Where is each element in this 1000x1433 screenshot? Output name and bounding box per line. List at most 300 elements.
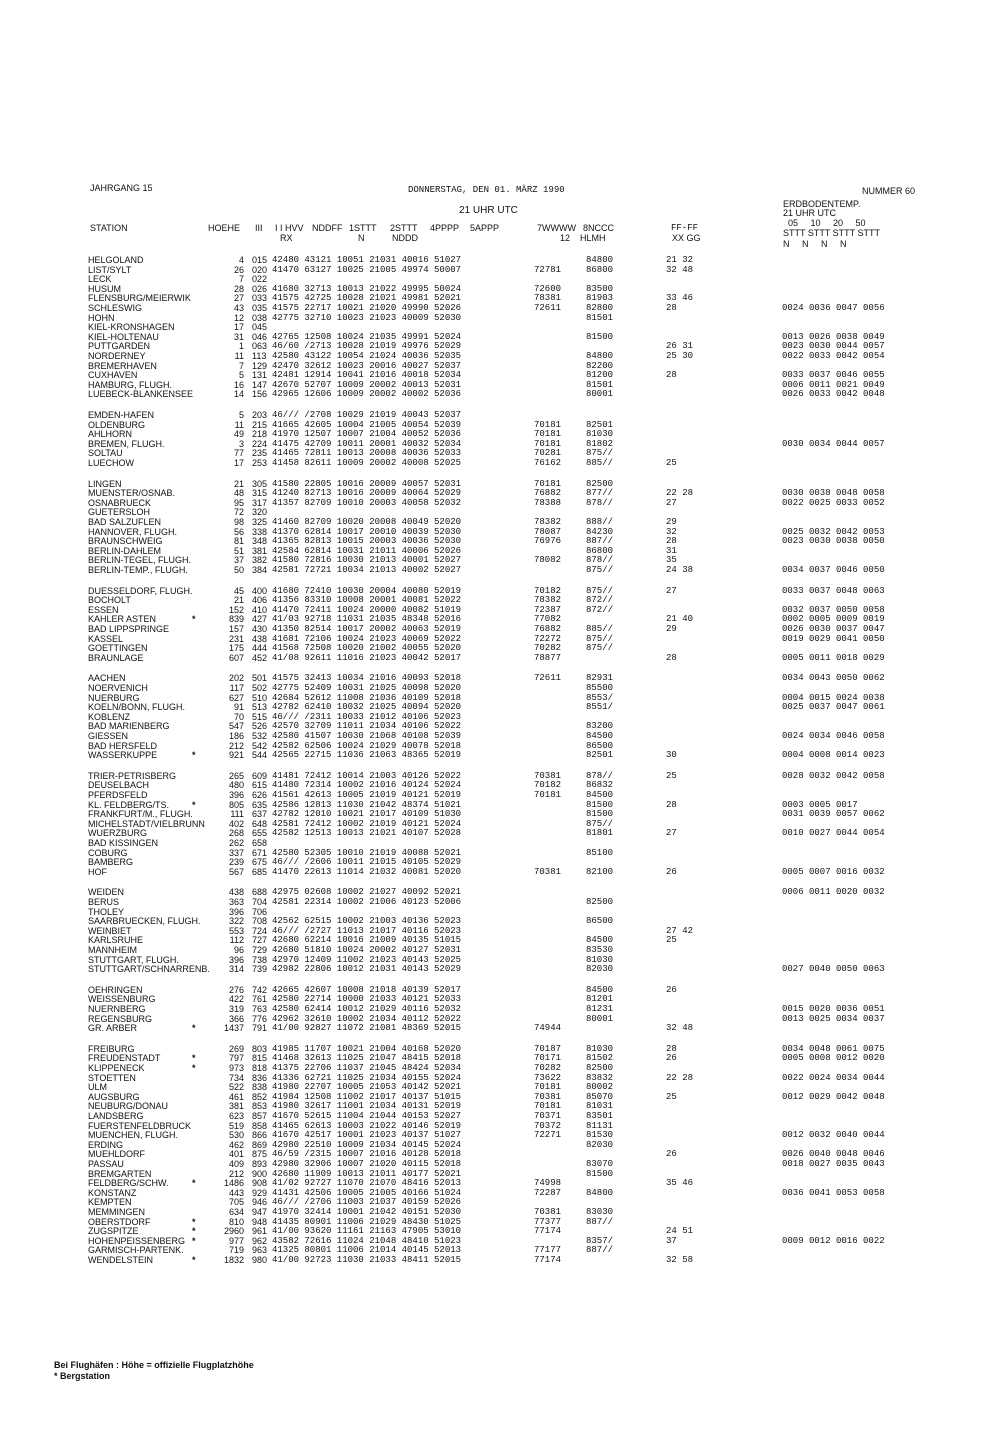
station-name: FUERSTENFELDBRUCK: [88, 1120, 192, 1131]
gust-values: 35: [666, 555, 677, 566]
group-8nccc: 81903: [586, 293, 614, 304]
station-name: BERUS: [88, 897, 120, 907]
station-name: CUXHAVEN: [88, 370, 138, 381]
table-row: [0, 1207, 1000, 1217]
group-8nccc: 887//: [586, 1245, 614, 1256]
synop-groups: 43582 72616 11024 21048 48410 51023: [272, 1235, 462, 1246]
gust-values: 28: [666, 652, 677, 663]
gust-values: 32 48: [666, 1023, 694, 1034]
station-number: 609: [252, 770, 268, 781]
station-name: BAMBERG: [88, 857, 134, 868]
synop-groups: 42586 12813 11030 21042 48374 51021: [272, 799, 462, 810]
table-row: [0, 1004, 1000, 1014]
synop-groups: 41980 22707 10005 21053 40142 52021: [272, 1082, 462, 1093]
station-height: 17: [233, 458, 244, 468]
soil-temperatures: 0012 0032 0040 0044: [782, 1130, 885, 1141]
table-row: [0, 1053, 1000, 1063]
col-5appp: 5APPP: [470, 223, 500, 233]
station-height: 3: [238, 438, 244, 449]
synop-groups: 41480 72314 10002 21016 40124 52024: [272, 780, 462, 791]
synop-groups: 41580 72816 10030 21013 40001 52027: [272, 555, 462, 566]
station-number: 685: [252, 866, 268, 877]
station-number: 430: [252, 624, 268, 634]
station-number: 526: [252, 721, 268, 732]
station-number: 224: [252, 438, 268, 449]
gust-values: 29: [666, 517, 677, 527]
soil-temperatures: 0026 0030 0037 0047: [782, 624, 885, 634]
table-row: [0, 712, 1000, 722]
synop-groups: 42582 12513 10013 21021 40107 52028: [272, 828, 462, 839]
station-height: 705: [228, 1197, 244, 1208]
group-7wwww: 76882: [534, 488, 562, 499]
station-name: BAD HERSFELD: [88, 740, 158, 751]
table-row: [0, 994, 1000, 1004]
station-number: 129: [252, 360, 268, 371]
soil-temperatures: 0004 0008 0014 0023: [782, 750, 885, 761]
station-name: HOHN: [88, 312, 115, 323]
station-height: 70: [233, 711, 244, 722]
station-height: 98: [233, 517, 244, 527]
group-8nccc: 81231: [586, 1004, 614, 1014]
synop-groups: 42581 22314 10002 21006 40123 52006: [272, 897, 462, 907]
gust-values: 31: [666, 545, 677, 556]
synop-groups: 41670 52615 11004 21044 40153 52027: [272, 1111, 462, 1121]
station-number: 675: [252, 857, 268, 868]
table-row: [0, 458, 1000, 468]
footer-note-airports: Bei Flughäfen : Höhe = offizielle Flugplatzhöhe: [54, 1360, 254, 1370]
synop-groups: 41475 42709 10011 20001 40032 52034: [272, 438, 462, 449]
group-8nccc: 84800: [586, 351, 614, 361]
station-height: 43: [233, 303, 244, 313]
group-8nccc: 83500: [586, 283, 614, 294]
table-row: [0, 341, 1000, 351]
station-height: 461: [228, 1091, 244, 1102]
station-number: 038: [252, 312, 268, 323]
gust-values: 25 30: [666, 351, 694, 361]
table-row: [0, 1023, 1000, 1033]
synop-groups: 41470 63127 10025 21005 49974 50007: [272, 264, 462, 275]
mountain-marker: *: [192, 1255, 196, 1265]
table-row: [0, 771, 1000, 781]
gust-values: 24 51: [666, 1226, 694, 1237]
synop-groups: 42665 42607 10008 21018 40139 52017: [272, 984, 462, 995]
station-number: 147: [252, 379, 268, 390]
station-height: 462: [228, 1139, 244, 1150]
gust-values: 32: [666, 526, 677, 537]
group-8nccc: 83530: [586, 945, 614, 955]
station-height: 396: [228, 790, 244, 800]
station-name: MUENCHEN, FLUGH.: [88, 1130, 179, 1141]
table-row: [0, 479, 1000, 489]
table-row: [0, 448, 1000, 458]
group-7wwww: 72271: [534, 1130, 562, 1141]
table-row: [0, 848, 1000, 858]
station-name: STUTTGART/SCHNARRENB.: [88, 964, 210, 975]
table-row: [0, 313, 1000, 323]
gust-values: 26: [666, 1149, 677, 1160]
station-number: 015: [252, 255, 268, 265]
station-height: 438: [228, 887, 244, 898]
soil-temperatures: 0023 0030 0044 0057: [782, 341, 885, 352]
synop-groups: 42980 22510 10009 21034 40145 52024: [272, 1139, 462, 1150]
station-name: BAD LIPPSPRINGE: [88, 624, 170, 634]
table-row: [0, 916, 1000, 926]
station-height: 719: [228, 1245, 244, 1256]
synop-groups: 42570 32709 11011 21034 40106 52022: [272, 721, 462, 732]
station-number: 706: [252, 906, 268, 917]
table-row: [0, 527, 1000, 537]
station-number: 020: [252, 264, 268, 275]
synop-groups: 41984 12508 11002 21017 40137 51015: [272, 1091, 462, 1102]
group-8nccc: 84500: [586, 731, 614, 741]
gust-values: 25: [666, 458, 677, 468]
gust-values: 28: [666, 799, 677, 810]
table-row: [0, 926, 1000, 936]
group-8nccc: 81500: [586, 1168, 614, 1179]
station-name: BOCHOLT: [88, 595, 131, 606]
soil-temperatures: 0012 0029 0042 0048: [782, 1091, 885, 1102]
station-number: 637: [252, 809, 268, 820]
synop-groups: 41465 62613 10003 21022 40146 52019: [272, 1120, 462, 1131]
station-name: BAD KISSINGEN: [88, 838, 159, 848]
station-number: 947: [252, 1207, 268, 1217]
station-number: 046: [252, 331, 268, 342]
group-8nccc: 878//: [586, 555, 614, 566]
table-row: [0, 985, 1000, 995]
group-7wwww: 70187: [534, 1043, 562, 1054]
station-name: AUGSBURG: [88, 1091, 140, 1102]
synop-groups: 42765 12508 10024 21035 49991 52024: [272, 331, 462, 342]
table-row: [0, 790, 1000, 800]
group-7wwww: 72287: [534, 1187, 562, 1198]
station-number: 803: [252, 1043, 268, 1054]
station-name: FREUDENSTADT: [88, 1053, 161, 1064]
group-8nccc: 81801: [586, 828, 614, 839]
station-height: 212: [228, 1168, 244, 1179]
group-7wwww: 70171: [534, 1053, 562, 1064]
station-name: ESSEN: [88, 604, 119, 615]
group-7wwww: 74944: [534, 1023, 562, 1034]
group-7wwww: 70181: [534, 419, 562, 430]
table-row: [0, 935, 1000, 945]
group-8nccc: 86500: [586, 916, 614, 927]
station-name: MUEHLDORF: [88, 1149, 146, 1160]
station-name: WEISSENBURG: [88, 994, 156, 1005]
station-name: AACHEN: [88, 673, 126, 684]
group-7wwww: 70181: [534, 478, 562, 489]
soil-temperatures: 0005 0007 0016 0032: [782, 866, 885, 877]
group-8nccc: 85100: [586, 847, 614, 858]
synop-groups: 42481 12914 10041 21016 40018 52034: [272, 370, 462, 381]
group-7wwww: 76162: [534, 458, 562, 468]
synop-groups: 41680 72410 10030 20004 40080 52019: [272, 585, 462, 596]
station-name: BRAUNLAGE: [88, 652, 144, 663]
synop-groups: 42965 12606 10009 20002 40002 52036: [272, 389, 462, 400]
station-name: KLIPPENECK: [88, 1063, 145, 1073]
station-height: 49: [233, 429, 244, 440]
group-7wwww: 78388: [534, 497, 562, 508]
col-hoehe: HOEHE: [208, 223, 241, 233]
group-8nccc: 82501: [586, 750, 614, 761]
station-name: LUECHOW: [88, 458, 135, 468]
table-row: [0, 857, 1000, 867]
station-number: 857: [252, 1111, 268, 1121]
synop-groups: 42680 11909 10013 21011 40177 52021: [272, 1168, 462, 1179]
station-number: 502: [252, 683, 268, 693]
synop-groups: 41370 62814 10017 20010 40039 52030: [272, 526, 462, 537]
table-row: [0, 1149, 1000, 1159]
station-name: HOF: [88, 866, 107, 877]
station-height: 21: [233, 595, 244, 606]
soil-temperatures: 0025 0037 0047 0061: [782, 702, 885, 713]
mountain-marker: *: [192, 1053, 196, 1064]
gust-values: 26: [666, 866, 677, 877]
synop-groups: 42680 62214 10016 21009 40135 51015: [272, 935, 462, 946]
group-8nccc: 82500: [586, 1063, 614, 1073]
soil-temperatures: 0034 0048 0061 0075: [782, 1043, 885, 1054]
col-4pppp: 4PPPP: [430, 223, 460, 233]
group-8nccc: 83030: [586, 1207, 614, 1217]
table-row: [0, 867, 1000, 877]
station-height: 396: [228, 954, 244, 965]
station-name: KAHLER ASTEN: [88, 614, 157, 625]
col-8nccc: 8NCCC: [583, 223, 615, 233]
station-name: WEIDEN: [88, 887, 124, 898]
synop-groups: 46/59 /2315 10007 21016 40128 52018: [272, 1149, 462, 1160]
synop-groups: 42975 02608 10002 21027 40092 52021: [272, 887, 462, 898]
group-8nccc: 81802: [586, 438, 614, 449]
soil-temperatures: 0022 0033 0042 0054: [782, 351, 885, 361]
group-8nccc: 875//: [586, 818, 614, 829]
mountain-marker: *: [192, 1235, 196, 1246]
station-height: 1437: [223, 1023, 244, 1034]
station-number: 838: [252, 1082, 268, 1093]
station-height: 37: [233, 555, 244, 566]
table-row: [0, 1121, 1000, 1131]
table-row: [0, 1082, 1000, 1092]
station-name: GUETERSLOH: [88, 507, 151, 518]
station-name: EMDEN-HAFEN: [88, 410, 155, 420]
synop-groups: 42580 52305 10010 21019 40088 52021: [272, 847, 462, 858]
table-row: [0, 429, 1000, 439]
gust-values: 25: [666, 770, 677, 781]
station-height: 51: [233, 545, 244, 556]
station-number: 218: [252, 429, 268, 440]
gust-values: 30: [666, 750, 677, 761]
group-7wwww: 78082: [534, 555, 562, 566]
col-iihvv: I I HVV: [275, 223, 304, 233]
col-station: STATION: [90, 223, 128, 233]
station-number: 671: [252, 847, 268, 858]
table-row: [0, 907, 1000, 917]
station-height: 111: [230, 809, 244, 820]
station-number: 688: [252, 887, 268, 898]
station-number: 338: [252, 526, 268, 537]
group-8nccc: 85500: [586, 683, 614, 693]
synop-groups: 42782 62410 10032 21025 40094 52020: [272, 702, 462, 713]
station-number: 946: [252, 1197, 268, 1208]
station-height: 202: [228, 673, 244, 684]
synop-groups: 42580 43122 10054 21024 40036 52035: [272, 351, 462, 361]
station-name: GOETTINGEN: [88, 643, 148, 654]
station-number: 501: [252, 673, 268, 684]
table-row: [0, 293, 1000, 303]
station-height: 56: [233, 526, 244, 537]
station-number: 444: [252, 643, 268, 654]
synop-groups: 41/02 92727 11070 21070 48416 52013: [272, 1178, 462, 1189]
station-height: 28: [233, 283, 244, 294]
group-7wwww: 72387: [534, 604, 562, 615]
station-number: 515: [252, 711, 268, 722]
col-iii: III: [255, 223, 263, 233]
issue-number: NUMMER 60: [862, 186, 916, 196]
station-height: 12: [233, 312, 244, 323]
station-number: 727: [252, 935, 268, 946]
soil-temperatures: 0030 0034 0044 0057: [782, 438, 885, 449]
station-height: 381: [228, 1101, 244, 1112]
synop-groups: 42470 32612 10023 20016 40027 52037: [272, 360, 462, 371]
station-height: 175: [228, 643, 244, 654]
synop-groups: 41970 32414 10001 21042 40151 52030: [272, 1207, 462, 1217]
group-7wwww: 70181: [534, 1101, 562, 1112]
synop-groups: 42584 62814 10031 21011 40006 52026: [272, 545, 462, 556]
group-8nccc: 81530: [586, 1130, 614, 1141]
group-8nccc: 81501: [586, 379, 614, 390]
table-row: [0, 370, 1000, 380]
group-7wwww: 72611: [534, 673, 562, 684]
station-number: 253: [252, 458, 268, 468]
gust-values: 26: [666, 984, 677, 995]
gust-values: 27: [666, 497, 677, 508]
station-number: 542: [252, 740, 268, 751]
station-name: PUTTGARDEN: [88, 341, 151, 352]
synop-groups: 41481 72412 10014 21003 40126 52022: [272, 770, 462, 781]
gust-values: 27: [666, 828, 677, 839]
station-number: 962: [252, 1235, 268, 1246]
group-8nccc: 86800: [586, 545, 614, 556]
synop-groups: 42565 22715 11036 21063 48365 52019: [272, 750, 462, 761]
gust-values: 28: [666, 1043, 677, 1054]
col-2sttt: 2STTT: [390, 223, 418, 233]
group-8nccc: 84500: [586, 790, 614, 800]
station-name: NOERVENICH: [88, 683, 148, 693]
station-name: OSNABRUECK: [88, 497, 152, 508]
soil-temperatures: 0022 0024 0034 0044: [782, 1072, 885, 1083]
station-name: GARMISCH-PARTENK.: [88, 1245, 184, 1256]
station-number: 866: [252, 1130, 268, 1141]
table-row: [0, 274, 1000, 284]
station-number: 348: [252, 536, 268, 547]
table-row: [0, 1236, 1000, 1246]
station-height: 547: [228, 721, 244, 732]
station-number: 815: [252, 1053, 268, 1064]
station-height: 1832: [223, 1255, 244, 1265]
group-7wwww: 74998: [534, 1178, 562, 1189]
station-height: 337: [228, 847, 244, 858]
group-7wwww: 70181: [534, 790, 562, 800]
station-number: 852: [252, 1091, 268, 1102]
station-name: ULM: [88, 1082, 108, 1093]
col-rx: RX: [280, 233, 293, 243]
gust-values: 26: [666, 1053, 677, 1064]
station-height: 443: [228, 1187, 244, 1198]
table-row: [0, 361, 1000, 371]
station-height: 1486: [223, 1178, 244, 1189]
station-name: ZUGSPITZE: [88, 1226, 139, 1237]
group-8nccc: 82931: [586, 673, 614, 684]
group-7wwww: 70381: [534, 770, 562, 781]
station-name: BREMERHAVEN: [88, 360, 157, 371]
group-8nccc: 81501: [586, 312, 614, 323]
table-row: [0, 605, 1000, 615]
table-row: [0, 1255, 1000, 1265]
station-number: 742: [252, 984, 268, 995]
soil-temp-n: N N N N: [783, 239, 847, 249]
group-8nccc: 80001: [586, 389, 614, 400]
table-row: [0, 1140, 1000, 1150]
table-row: [0, 265, 1000, 275]
station-height: 96: [233, 945, 244, 955]
gust-values: 28: [666, 303, 677, 313]
station-height: 231: [228, 633, 244, 644]
report-time: 21 UHR UTC: [459, 205, 518, 216]
table-row: [0, 702, 1000, 712]
group-8nccc: 81502: [586, 1053, 614, 1064]
soil-temperatures: 0023 0030 0038 0050: [782, 536, 885, 547]
table-row: [0, 389, 1000, 399]
soil-temperatures: 0006 0011 0021 0049: [782, 379, 885, 390]
station-name: LIST/SYLT: [88, 264, 132, 275]
gust-values: 28: [666, 370, 677, 381]
station-height: 48: [233, 488, 244, 499]
soil-temperatures: 0031 0039 0057 0062: [782, 809, 885, 820]
station-name: OBERSTDORF: [88, 1216, 151, 1227]
station-name: HAMBURG, FLUGH.: [88, 379, 173, 390]
synop-groups: 41431 42506 10005 21005 40166 51024: [272, 1187, 462, 1198]
group-8nccc: 875//: [586, 448, 614, 459]
table-row: [0, 351, 1000, 361]
station-number: 384: [252, 565, 268, 575]
soil-temperatures: 0026 0040 0048 0046: [782, 1149, 885, 1160]
footer-note-mountain: * Bergstation: [54, 1371, 111, 1381]
group-8nccc: 86800: [586, 264, 614, 275]
station-height: 314: [228, 964, 244, 975]
station-number: 818: [252, 1063, 268, 1073]
station-name: THOLEY: [88, 906, 125, 917]
table-row: [0, 643, 1000, 653]
station-height: 77: [233, 448, 244, 459]
station-name: HANNOVER, FLUGH.: [88, 526, 178, 537]
synop-groups: 41375 22706 11037 21045 48424 52034: [272, 1063, 462, 1073]
group-7wwww: 77377: [534, 1216, 562, 1227]
station-name: KOELN/BONN, FLUGH.: [88, 702, 186, 713]
station-number: 045: [252, 322, 268, 333]
synop-groups: 46/// /2311 10033 21012 40106 52023: [272, 711, 462, 722]
table-row: [0, 1245, 1000, 1255]
station-number: 875: [252, 1149, 268, 1160]
station-height: 322: [228, 916, 244, 927]
station-height: 91: [233, 702, 244, 713]
soil-temp-units: STTT STTT STTT STTT: [783, 228, 880, 238]
group-8nccc: 82030: [586, 964, 614, 975]
station-height: 276: [228, 984, 244, 995]
table-row: [0, 1101, 1000, 1111]
station-number: 738: [252, 954, 268, 965]
table-row: [0, 284, 1000, 294]
soil-temperatures: 0009 0012 0016 0022: [782, 1235, 885, 1246]
table-row: [0, 595, 1000, 605]
group-8nccc: 81131: [586, 1120, 614, 1131]
